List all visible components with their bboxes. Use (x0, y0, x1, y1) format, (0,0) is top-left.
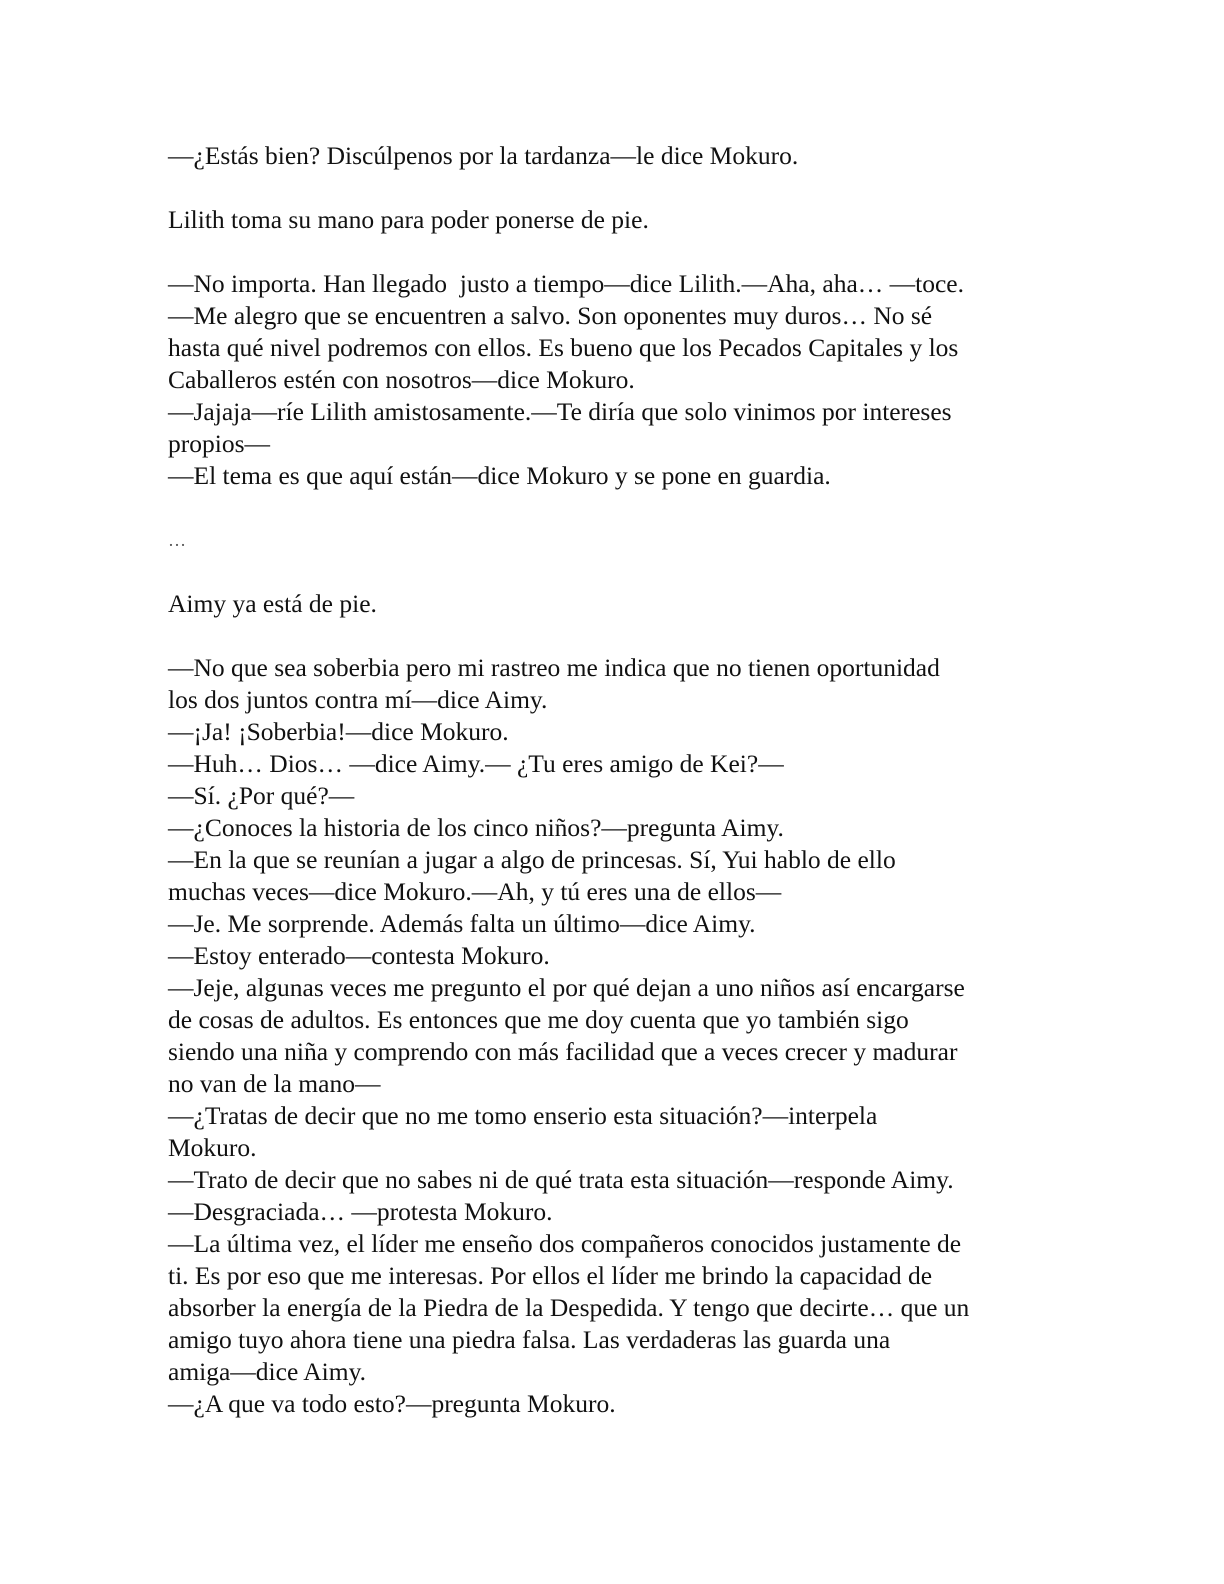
text-line: —Je. Me sorprende. Además falta un último—dice Aimy. (168, 909, 756, 938)
paragraph-gap (168, 236, 1048, 268)
text-line: —Trato de decir que no sabes ni de qué trata esta situación—responde Aimy. (168, 1165, 954, 1194)
paragraph-gap (168, 556, 1048, 588)
text-line: —La última vez, el líder me enseño dos compañeros conocidos justamente de (168, 1229, 962, 1258)
text-line: los dos juntos contra mí—dice Aimy. (168, 685, 548, 714)
text-line: amiga—dice Aimy. (168, 1357, 367, 1386)
text-line: Mokuro. (168, 1133, 257, 1162)
text-line: propios— (168, 429, 270, 458)
text-line: —Desgraciada… —protesta Mokuro. (168, 1197, 553, 1226)
text-line: siendo una niña y comprendo con más facilidad que a veces crecer y madurar (168, 1037, 958, 1066)
text-line: hasta qué nivel podremos con ellos. Es bueno que los Pecados Capitales y los (168, 333, 959, 362)
text-line: —En la que se reunían a jugar a algo de princesas. Sí, Yui hablo de ello (168, 845, 896, 874)
text-line: —¿Conoces la historia de los cinco niños?—pregunta Aimy. (168, 813, 784, 842)
text-line: —Sí. ¿Por qué?— (168, 781, 355, 810)
text-line: Aimy ya está de pie. (168, 589, 377, 618)
text-line: —El tema es que aquí están—dice Mokuro y se pone en guardia. (168, 461, 831, 490)
text-line: —¡Ja! ¡Soberbia!—dice Mokuro. (168, 717, 509, 746)
text-line: ti. Es por eso que me interesas. Por ellos el líder me brindo la capacidad de (168, 1261, 933, 1290)
text-line: —No importa. Han llegado justo a tiempo—dice Lilith.—Aha, aha… —toce. (168, 269, 964, 298)
text-line: —Huh… Dios… —dice Aimy.— ¿Tu eres amigo de Kei?— (168, 749, 784, 778)
text-line: amigo tuyo ahora tiene una piedra falsa. Las verdaderas las guarda una (168, 1325, 891, 1354)
text-line: de cosas de adultos. Es entonces que me doy cuenta que yo también sigo (168, 1005, 909, 1034)
paragraph-gap (168, 620, 1048, 652)
scene-break: … (168, 530, 186, 550)
text-line: Lilith toma su mano para poder ponerse de pie. (168, 205, 649, 234)
text-line: —Me alegro que se encuentren a salvo. Son oponentes muy duros… No sé (168, 301, 933, 330)
text-line: —¿Estás bien? Discúlpenos por la tardanza—le dice Mokuro. (168, 141, 799, 170)
text-line: —No que sea soberbia pero mi rastreo me indica que no tienen oportunidad (168, 653, 940, 682)
text-line: absorber la energía de la Piedra de la Despedida. Y tengo que decirte… que un (168, 1293, 970, 1322)
text-line: —Jeje, algunas veces me pregunto el por qué dejan a uno niños así encargarse (168, 973, 965, 1002)
paragraph-gap (168, 172, 1048, 204)
text-line: —¿A que va todo esto?—pregunta Mokuro. (168, 1389, 616, 1418)
text-line: —Estoy enterado—contesta Mokuro. (168, 941, 550, 970)
text-line: Caballeros estén con nosotros—dice Mokuro. (168, 365, 635, 394)
text-line: —¿Tratas de decir que no me tomo enserio esta situación?—interpela (168, 1101, 878, 1130)
text-line: —Jajaja—ríe Lilith amistosamente.—Te diría que solo vinimos por intereses (168, 397, 952, 426)
document-page (168, 140, 1048, 1420)
text-line: muchas veces—dice Mokuro.—Ah, y tú eres una de ellos— (168, 877, 782, 906)
text-line: no van de la mano— (168, 1069, 381, 1098)
paragraph-gap (168, 492, 1048, 524)
